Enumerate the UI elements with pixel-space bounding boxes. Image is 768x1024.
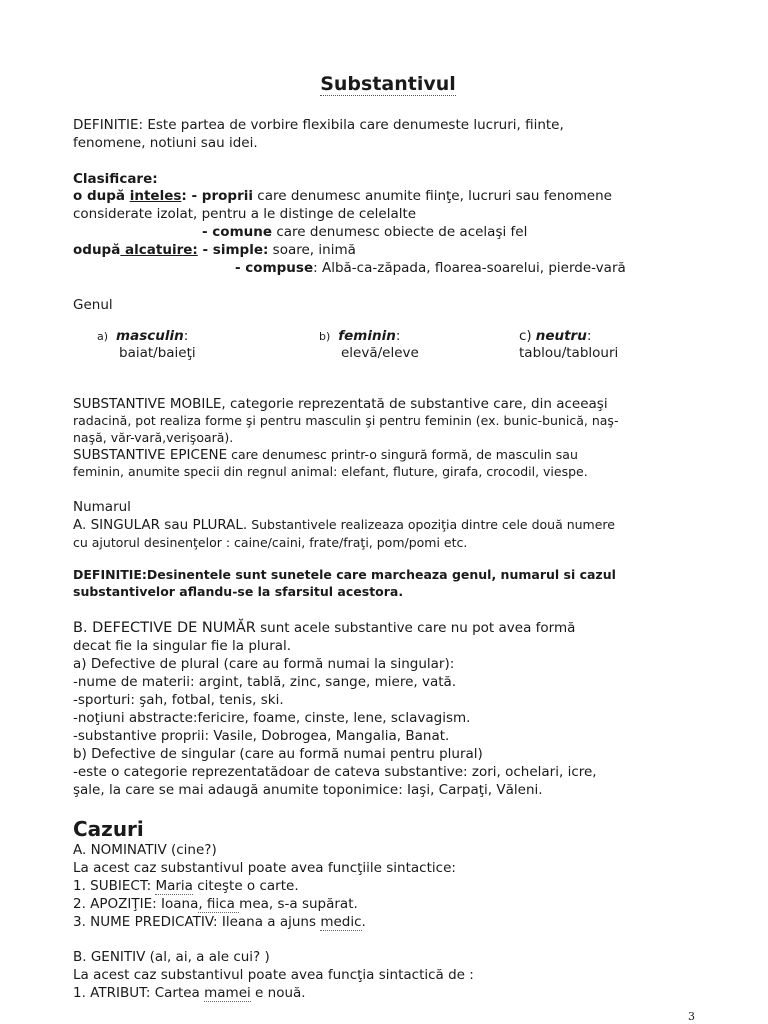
- genitive-item-1: 1. ATRIBUT: Cartea mamei e nouă.: [73, 985, 306, 1001]
- defective-line-10: şale, la care se mai adaugă anumite toponimice: Iaşi, Carpaţi, Văleni.: [73, 782, 543, 798]
- nominative-intro: La acest caz substantivul poate avea funcţiile sintactice:: [73, 860, 456, 876]
- defective-line-6: -noţiuni abstracte:fericire, foame, cinste, lene, sclavagism.: [73, 710, 471, 726]
- desinence-definition-1: DEFINITIE:Desinentele sunt sunetele care marcheaza genul, numarul si cazul: [73, 567, 616, 582]
- defective-line-3: a) Defective de plural (care au formă numai la singular):: [73, 656, 455, 672]
- defective-line-2: decat fie la singular fie la plural.: [73, 638, 292, 654]
- classification-row-3: - comune care denumesc obiecte de acelaşi fel: [202, 224, 528, 240]
- nominative-item-2: 2. APOZIŢIE: Ioana, fiica mea, s-a supărat.: [73, 896, 358, 912]
- epicene-line-2: feminin, anumite specii din regnul animal: elefant, fluture, girafa, crocodil, viespe.: [73, 464, 588, 479]
- defective-line-8: b) Defective de singular (care au formă numai pentru plural): [73, 746, 483, 762]
- cases-heading: Cazuri: [73, 817, 144, 841]
- desinence-definition-2: substantivelor aflandu-se la sfarsitul acestora.: [73, 584, 404, 599]
- gender-heading: Genul: [73, 297, 113, 313]
- epicene-line-1: SUBSTANTIVE EPICENE care denumesc printr-o singură formă, de masculin sau: [73, 447, 578, 463]
- defective-line-4: -nume de materii: argint, tablă, zinc, sange, miere, vată.: [73, 674, 457, 690]
- page-number: 3: [688, 1010, 695, 1023]
- nominative-item-3: 3. NUME PREDICATIV: Ileana a ajuns medic.: [73, 914, 366, 930]
- classification-row-2: considerate izolat, pentru a le distinge de celelalte: [73, 206, 417, 222]
- nominative-heading: A. NOMINATIV (cine?): [73, 842, 217, 858]
- classification-row-1: o după inteles: - proprii care denumesc anumite fiinţe, lucruri sau fenomene: [73, 188, 612, 204]
- genitive-heading: B. GENITIV (al, ai, a ale cui? ): [73, 949, 270, 965]
- mobile-line-3: naşă, văr-vară,verişoară).: [73, 430, 234, 445]
- number-heading: Numarul: [73, 499, 131, 515]
- page-title: Substantivul: [320, 73, 456, 95]
- definition-line-2: fenomene, notiuni sau idei.: [73, 135, 258, 151]
- defective-line-5: -sporturi: şah, fotbal, tenis, ski.: [73, 692, 284, 708]
- defective-heading: B. DEFECTIVE DE NUMĂR sunt acele substantive care nu pot avea formă: [73, 620, 576, 636]
- number-line-2: cu ajutorul desinenţelor : caine/caini, frate/fraţi, pom/pomi etc.: [73, 535, 468, 550]
- classification-heading: Clasificare:: [73, 171, 158, 187]
- classification-row-5: - compuse: Albă-ca-zăpada, floarea-soarelui, pierde-vară: [235, 260, 626, 276]
- classification-row-4: odupă alcatuire: - simple: soare, inimă: [73, 242, 356, 258]
- definition-line-1: DEFINITIE: Este partea de vorbire flexibila care denumeste lucruri, fiinte,: [73, 117, 564, 133]
- gender-item-feminine: b) feminin: elevă/eleve: [319, 328, 419, 361]
- defective-line-9: -este o categorie reprezentatădoar de cateva substantive: zori, ochelari, icre,: [73, 764, 597, 780]
- mobile-line-1: SUBSTANTIVE MOBILE, categorie reprezentată de substantive care, din aceeaşi: [73, 396, 608, 412]
- gender-item-masculine: a) masculin: baiat/baieţi: [97, 328, 196, 361]
- gender-item-neuter: c) neutru: tablou/tablouri: [519, 328, 619, 361]
- genitive-intro: La acest caz substantivul poate avea funcţia sintactică de :: [73, 967, 474, 983]
- nominative-item-1: 1. SUBIECT: Maria citeşte o carte.: [73, 878, 299, 894]
- number-line-1: A. SINGULAR sau PLURAL. Substantivele realizeaza opoziţia dintre cele două numere: [73, 517, 615, 533]
- mobile-line-2: radacină, pot realiza forme şi pentru masculin şi pentru feminin (ex. bunic-bunică, naş-: [73, 413, 619, 428]
- defective-line-7: -substantive proprii: Vasile, Dobrogea, Mangalia, Banat.: [73, 728, 450, 744]
